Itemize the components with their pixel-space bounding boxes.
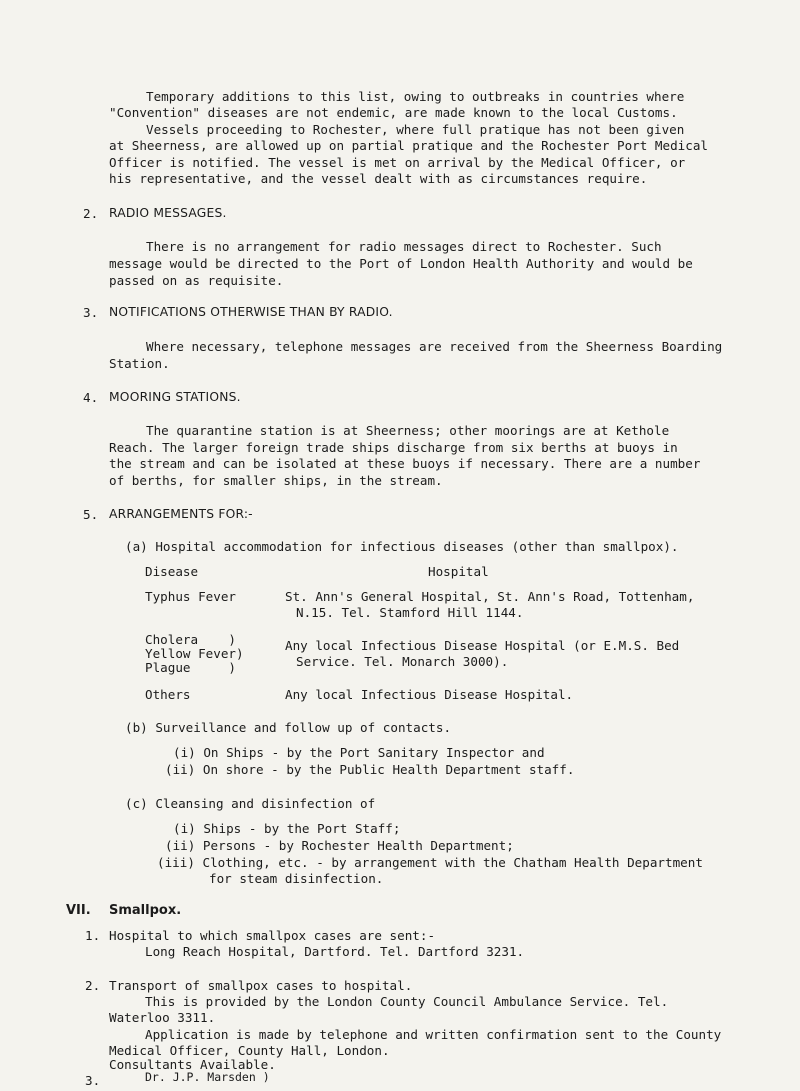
intro-line: his representative, and the vessel dealt with as circumstances require. [109,171,648,186]
item-number: 1. [85,928,101,943]
hospital-cell: Any local Infectious Disease Hospital. [285,687,574,702]
column-header-disease: Disease [145,564,199,579]
hospital-cell: Service. Tel. Monarch 3000). [296,654,509,669]
hospital-cell: St. Ann's General Hospital, St. Ann's Road, Tottenham, [285,589,695,604]
body-line: Where necessary, telephone messages are received from the Sheerness Boarding [146,339,723,354]
body-line: Consultants Available. [109,1057,276,1072]
list-item: (i) Ships - by the Port Staff; [173,821,401,836]
body-line: passed on as requisite. [109,273,284,288]
intro-line: Officer is notified. The vessel is met on arrival by the Medical Officer, or [109,155,686,170]
list-item: (ii) On shore - by the Public Health Department staff. [165,762,575,777]
body-line: There is no arrangement for radio messages direct to Rochester. Such [146,239,662,254]
list-item: (iii) Clothing, etc. - by arrangement with the Chatham Health Department [157,855,703,870]
disease-cell: Others [145,687,191,702]
section-heading: RADIO MESSAGES. [109,206,227,220]
list-item: (ii) Persons - by Rochester Health Department; [165,838,514,853]
section-number: 4. [83,390,99,405]
intro-line: Vessels proceeding to Rochester, where full pratique has not been given [146,122,685,137]
section-number: 3. [83,305,99,320]
consultant-line: Dr. J.P. Marsden ) [145,1070,270,1084]
section-heading: NOTIFICATIONS OTHERWISE THAN BY RADIO. [109,305,393,319]
body-line: of berths, for smaller ships, in the stream. [109,473,443,488]
column-header-hospital: Hospital [428,564,489,579]
section-heading: ARRANGEMENTS FOR:- [109,507,253,521]
body-line: Transport of smallpox cases to hospital. [109,978,413,993]
body-line: Hospital to which smallpox cases are sent:- [109,928,436,943]
disease-cell: Plague ) [145,660,236,675]
body-line: Long Reach Hospital, Dartford. Tel. Dartford 3231. [145,944,525,959]
section-number: VII. [66,903,91,918]
section-heading: Smallpox. [109,903,182,918]
body-line: Reach. The larger foreign trade ships discharge from six berths at buoys in [109,440,678,455]
body-line: the stream and can be isolated at these buoys if necessary. There are a number [109,456,701,471]
subsection-b-title: (b) Surveillance and follow up of contacts. [125,720,452,735]
intro-line: Temporary additions to this list, owing to outbreaks in countries where [146,89,685,104]
body-line: This is provided by the London County Council Ambulance Service. Tel. [145,994,669,1009]
disease-cell: Cholera ) [145,632,236,647]
body-line: Medical Officer, County Hall, London. [109,1043,390,1058]
item-number: 2. [85,978,101,993]
intro-line: "Convention" diseases are not endemic, are made known to the local Customs. [109,105,678,120]
body-line: The quarantine station is at Sheerness; other moorings are at Kethole [146,423,670,438]
body-line: Waterloo 3311. [109,1010,216,1025]
hospital-cell: Any local Infectious Disease Hospital (or E.M.S. Bed [285,638,680,653]
list-item: for steam disinfection. [209,871,384,886]
body-line: Station. [109,356,170,371]
body-line: Application is made by telephone and written confirmation sent to the County [145,1027,722,1042]
section-number: 2. [83,206,99,221]
section-number: 5. [83,507,99,522]
body-line: message would be directed to the Port of London Health Authority and would be [109,256,693,271]
subsection-c-title: (c) Cleansing and disinfection of [125,796,376,811]
list-item: (i) On Ships - by the Port Sanitary Inspector and [173,745,545,760]
hospital-cell: N.15. Tel. Stamford Hill 1144. [296,605,524,620]
intro-line: at Sheerness, are allowed up on partial pratique and the Rochester Port Medical [109,138,708,153]
disease-cell: Yellow Fever) [145,646,244,661]
disease-cell: Typhus Fever [145,589,236,604]
item-number: 3. [85,1073,101,1088]
section-heading: MOORING STATIONS. [109,390,241,404]
subsection-a-title: (a) Hospital accommodation for infectious diseases (other than smallpox). [125,539,679,554]
